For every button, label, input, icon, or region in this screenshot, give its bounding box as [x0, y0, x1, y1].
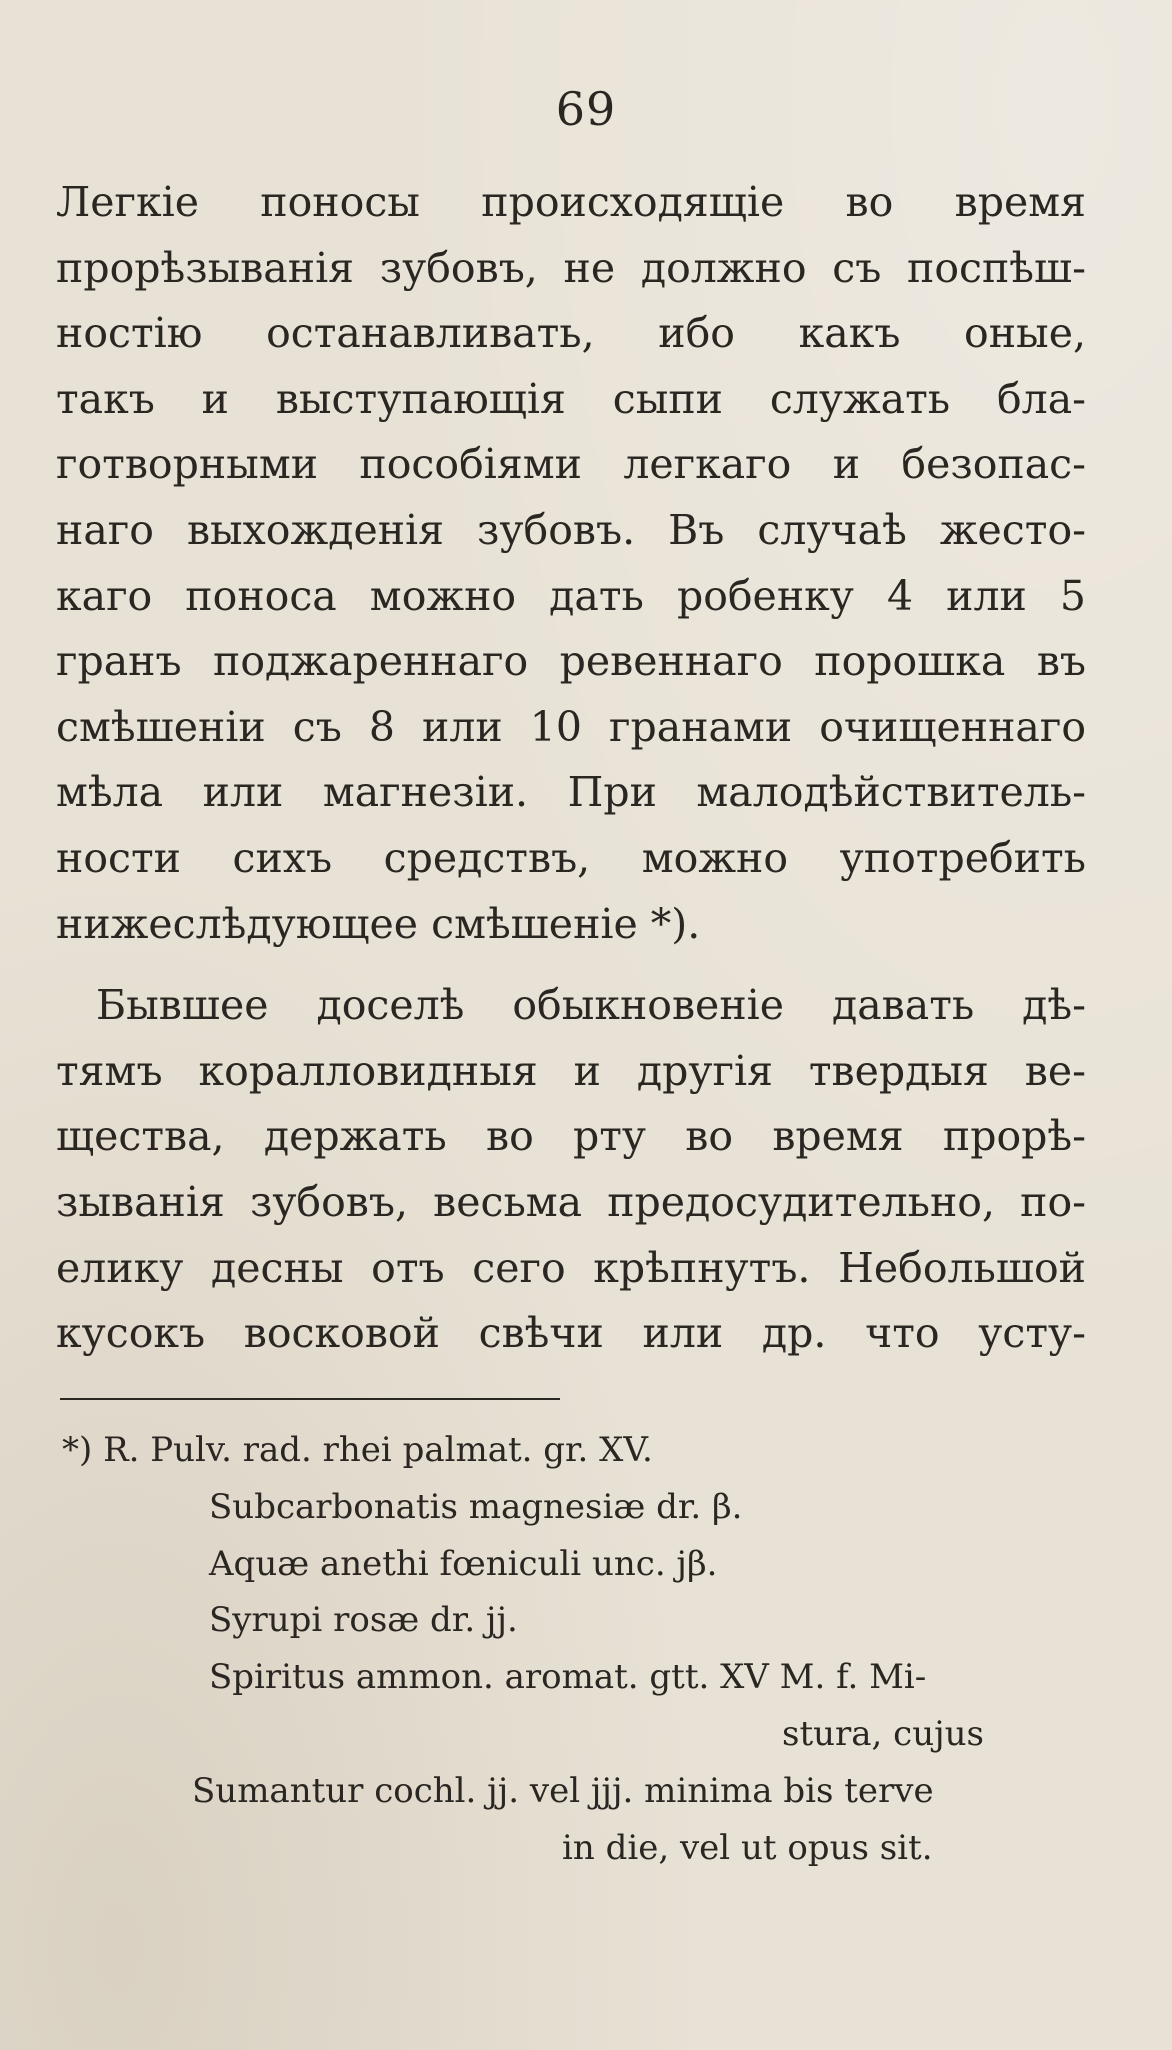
- footnote-line: Sumantur cochl. jj. vel jjj. minima bis terve: [192, 1770, 934, 1811]
- text-line: каго поноса можно дать робенку 4 или 5: [56, 571, 1086, 620]
- text-line: елику десны отъ сего крѣпнутъ. Небольшой: [56, 1243, 1086, 1292]
- footnote-line: Syrupi rosæ dr. jj.: [209, 1600, 518, 1641]
- text-line: готворными пособіями легкаго и безопас-: [56, 440, 1086, 489]
- text-line: ностію останавливать, ибо какъ оные,: [56, 309, 1086, 358]
- text-line: наго выхожденія зубовъ. Въ случаѣ жесто-: [56, 505, 1086, 554]
- footnote: [62, 1422, 1102, 1876]
- text-line: кусокъ восковой свѣчи или др. что усту-: [56, 1309, 1086, 1358]
- footnote-line: stura, cujus: [782, 1713, 984, 1754]
- text-line: мѣла или магнезіи. При малодѣйствитель-: [56, 768, 1086, 817]
- text-line: тямъ коралловидныя и другія твердыя ве-: [56, 1046, 1086, 1095]
- text-line: прорѣзыванія зубовъ, не должно съ поспѣш-: [56, 243, 1086, 292]
- main-text: [56, 170, 1086, 1367]
- text-line: Бывшее доселѣ обыкновеніе давать дѣ-: [96, 981, 1086, 1030]
- footnote-line: Spiritus ammon. aromat. gtt. XV M. f. Mi-: [209, 1657, 927, 1698]
- text-line: щества, держать во рту во время прорѣ-: [56, 1112, 1086, 1161]
- footnote-divider: [60, 1398, 560, 1400]
- footnote-line: Subcarbonatis magnesiæ dr. β.: [209, 1486, 743, 1527]
- footnote-line: *) R. Pulv. rad. rhei palmat. gr. XV.: [62, 1430, 653, 1470]
- page-number: 69: [555, 82, 617, 136]
- footnote-line: in die, vel ut opus sit.: [562, 1827, 933, 1868]
- paragraph-2: [56, 973, 1086, 1367]
- text-line: гранъ поджареннаго ревеннаго порошка въ: [56, 637, 1086, 686]
- text-line: ности сихъ средствъ, можно употребить: [56, 833, 1086, 882]
- text-line: такъ и выступающія сыпи служать бла-: [56, 374, 1086, 423]
- text-line: смѣшеніи съ 8 или 10 гранами очищеннаго: [56, 702, 1086, 751]
- footnote-line: Aquæ anethi fœniculi unc. jβ.: [209, 1543, 718, 1584]
- text-line: зыванія зубовъ, весьма предосудительно, по-: [56, 1177, 1086, 1226]
- text-line: нижеслѣдующее смѣшеніе *).: [56, 899, 701, 948]
- text-line: Легкіе поносы происходящіе во время: [56, 178, 1086, 226]
- paragraph-1: [56, 170, 1086, 957]
